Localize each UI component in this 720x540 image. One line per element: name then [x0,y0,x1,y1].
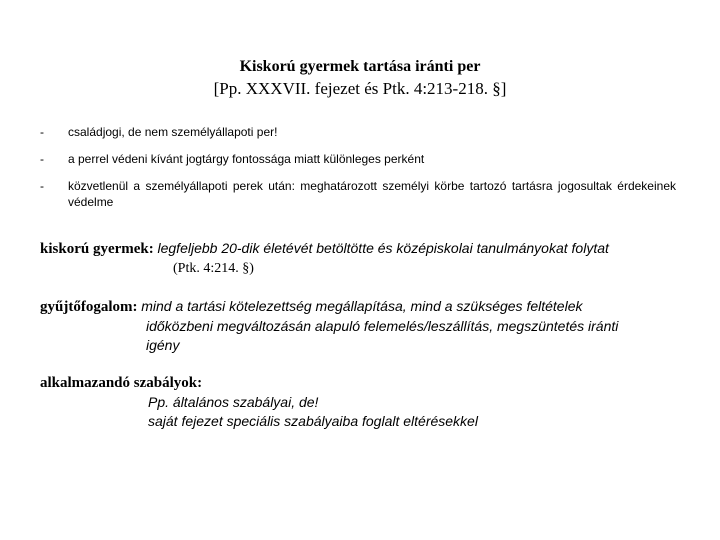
kiskoru-reference: (Ptk. 4:214. §) [173,261,254,276]
bullet-dash: - [40,125,44,139]
bullet-text: családjogi, de nem személyállapoti per! [68,125,278,139]
kiskoru-section [40,238,680,279]
list-item [40,151,676,167]
bullet-text: a perrel védeni kívánt jogtárgy fontossága miatt különleges perként [68,152,425,166]
gyujto-section [40,296,680,355]
list-item [40,178,676,210]
alkalmazando-label: alkalmazandó szabályok: [40,375,203,391]
bullet-text: közvetlenül a személyállapoti perek után: meghatározott személyi körbe tartozó tartásra jogosultak érdekeinek védelme [68,179,676,209]
page-subtitle: [Pp. XXXVII. fejezet és Ptk. 4:213-218. §] [213,79,507,98]
page-title: Kiskorú gyermek tartása iránti per [239,58,481,75]
kiskoru-definition: legfeljebb 20-dik életévét betöltötte és középiskolai tanulmányokat folytat [157,240,609,256]
gyujto-label: gyűjtőfogalom: [40,299,138,315]
gyujto-line2: időközbeni megváltozásán alapuló felemelés/leszállítás, megszüntetés iránti [146,318,619,334]
alkalmazando-line2: saját fejezet speciális szabályaiba foglalt eltérésekkel [148,413,478,429]
kiskoru-label: kiskorú gyermek: [40,241,154,257]
bullet-dash: - [40,179,44,193]
bullet-dash: - [40,152,44,166]
list-item [40,124,676,140]
bullet-list [40,124,676,221]
title-block [0,56,720,100]
alkalmazando-line1: Pp. általános szabályai, de! [148,394,319,410]
gyujto-line3: igény [146,337,180,353]
alkalmazando-section [40,373,680,431]
gyujto-line1: mind a tartási kötelezettség megállapítása, mind a szükséges feltételek [141,298,583,314]
